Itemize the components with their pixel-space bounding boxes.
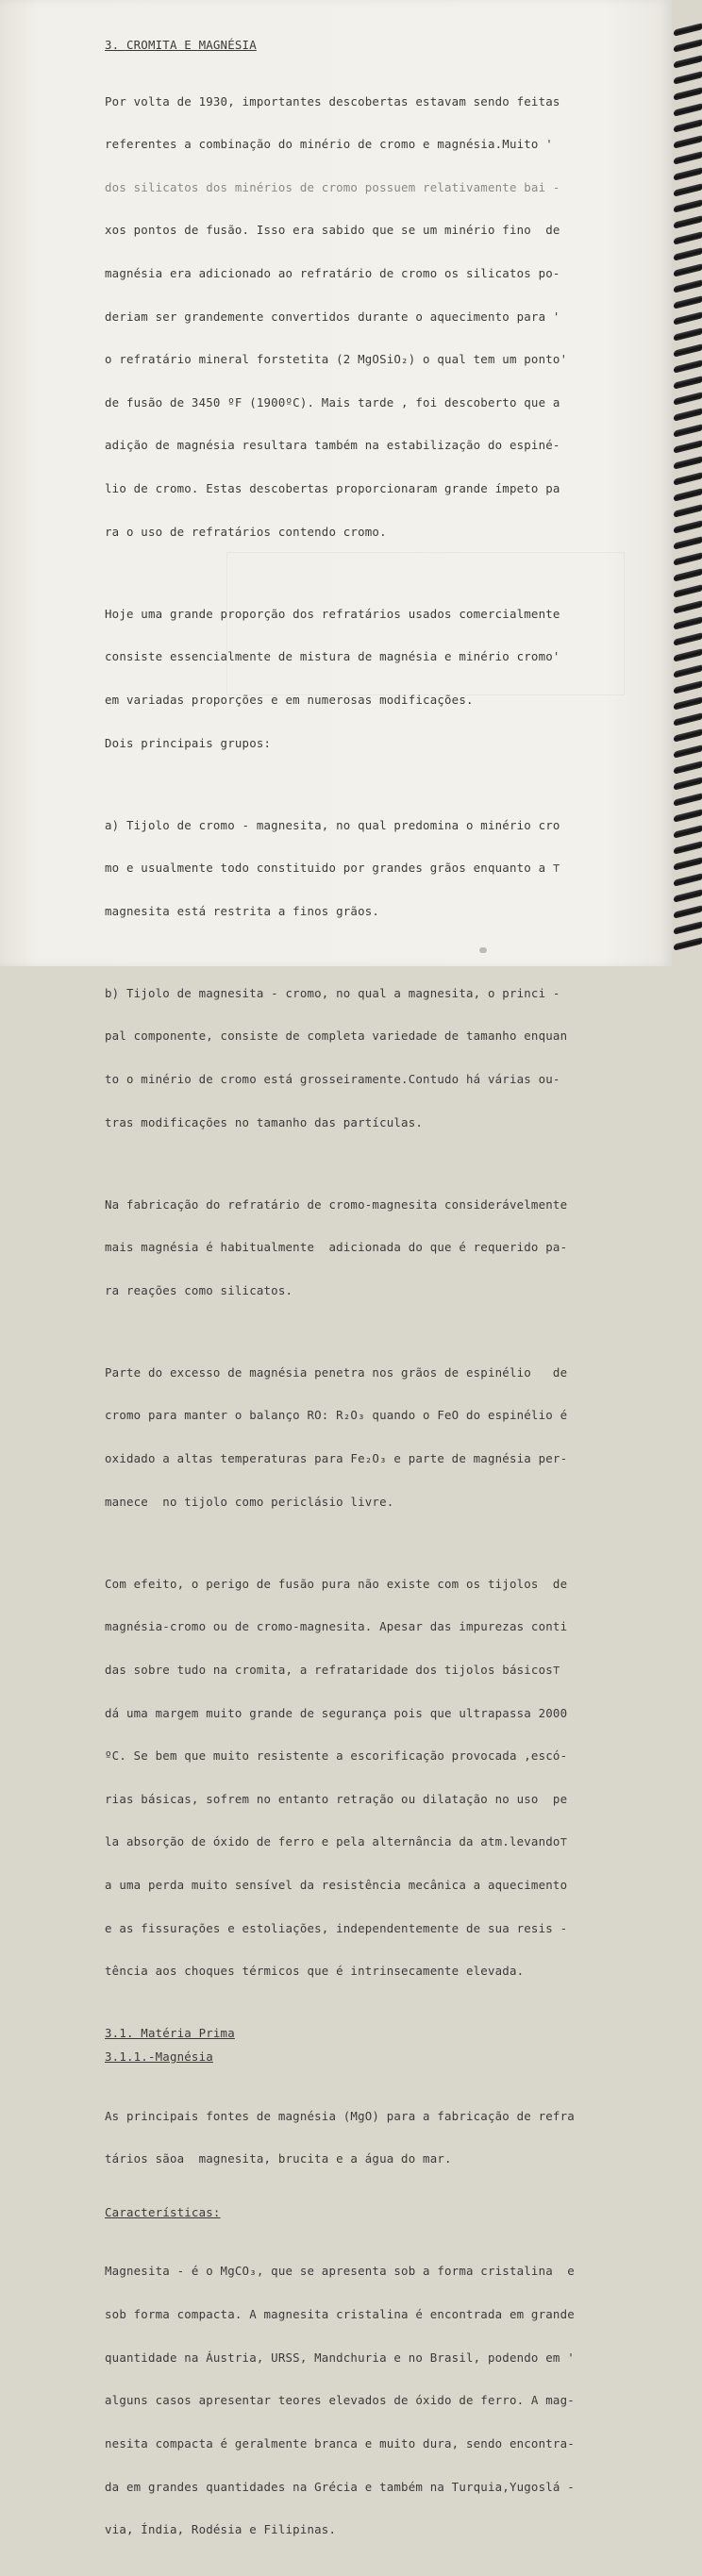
text-line: Dois principais grupos:	[105, 735, 272, 750]
spiral-coil	[674, 295, 702, 309]
spiral-coil	[674, 584, 702, 597]
spiral-coil	[674, 680, 702, 694]
spiral-coil	[674, 600, 702, 613]
text-line: de fusão de 3450 ºF (1900ºC). Mais tarde , foi descoberto que a	[105, 394, 560, 410]
spiral-coil	[674, 215, 702, 228]
spiral-coil	[674, 536, 702, 549]
paragraph-excess	[105, 1336, 639, 1537]
paragraph-item-a	[105, 789, 639, 946]
text-line: a) Tijolo de cromo - magnesita, no qual predomina o minério cro	[105, 817, 560, 832]
spiral-binding	[674, 26, 702, 966]
text-line: via, Índia, Rodésia e Filipinas.	[105, 2522, 337, 2537]
text-line: la absorção de óxido de ferro e pela alternância da atm.levando⊤	[105, 1834, 568, 1849]
text-line: tários sãoa magnesita, brucita e a água do mar.	[105, 2151, 452, 2166]
spiral-coil	[674, 921, 702, 934]
text-line: lio de cromo. Estas descobertas proporcionaram grande ímpeto pa	[105, 481, 560, 496]
spiral-coil	[674, 263, 702, 276]
spiral-coil	[674, 841, 702, 854]
spiral-coil	[674, 424, 702, 437]
spiral-coil	[674, 777, 702, 790]
text-line: magnésia era adicionado ao refratário de cromo os silicatos po-	[105, 266, 560, 281]
text-line: ºC. Se bem que muito resistente a escorificação provocada ,escó-	[105, 1748, 568, 1764]
spiral-coil	[674, 664, 702, 677]
text-line: manece no tijolo como periclásio livre.	[105, 1494, 394, 1509]
text-line: magnésia-cromo ou de cromo-magnesita. Apesar das impurezas conti	[105, 1619, 568, 1634]
spiral-coil	[674, 616, 702, 629]
text-line: Parte do excesso de magnésia penetra nos grãos de espinélio de	[105, 1364, 568, 1380]
spiral-coil	[674, 55, 702, 68]
paragraph-proportion	[105, 577, 639, 778]
spiral-coil	[674, 648, 702, 661]
text-line: da em grandes quantidades na Grécia e também na Turquia,Yugoslá -	[105, 2479, 575, 2494]
spiral-coil	[674, 376, 702, 389]
spiral-coil	[674, 87, 702, 100]
spiral-coil	[674, 761, 702, 774]
text-line: adição de magnésia resultara também na estabilização do espiné-	[105, 438, 560, 453]
text-line: Magnesita - é o MgCO₃, que se apresenta sob a forma cristalina e	[105, 2264, 575, 2279]
text-line: a uma perda muito sensível da resistência mecânica a aquecimento	[105, 1877, 568, 1892]
spiral-coil	[674, 392, 702, 405]
text-line: to o minério de cromo está grosseiramente.Contudo há várias ou-	[105, 1072, 560, 1087]
spiral-coil	[674, 825, 702, 838]
paragraph-fusion	[105, 1547, 639, 2007]
spiral-coil	[674, 167, 702, 180]
spiral-coil	[674, 327, 702, 341]
text-line: ra reações como silicatos.	[105, 1282, 293, 1297]
spiral-coil	[674, 552, 702, 565]
text-line: consiste essencialmente de mistura de magnésia e minério cromo'	[105, 649, 560, 664]
spiral-coil	[674, 279, 702, 293]
spiral-coil	[674, 247, 702, 260]
spiral-coil	[674, 873, 702, 886]
text-line: tras modificações no tamanho das partículas.	[105, 1114, 424, 1129]
spiral-coil	[674, 135, 702, 148]
chapter-heading: 3. CROMITA E MAGNÉSIA	[105, 38, 257, 52]
spiral-coil	[674, 39, 702, 52]
text-line: Com efeito, o perigo de fusão pura não existe com os tijolos de	[105, 1576, 568, 1591]
spiral-coil	[674, 520, 702, 533]
text-line: o refratário mineral forstetita (2 MgOSiO₂) o qual tem um ponto'	[105, 352, 568, 367]
text-line: mo e usualmente todo constituido por grandes grãos enquanto a ⊤	[105, 861, 560, 876]
spiral-coil	[674, 504, 702, 517]
text-line: ra o uso de refratários contendo cromo.	[105, 524, 387, 539]
text-line: deriam ser grandemente convertidos durante o aquecimento para '	[105, 309, 560, 324]
spiral-coil	[674, 408, 702, 421]
spiral-coil	[674, 440, 702, 453]
spiral-coil	[674, 343, 702, 357]
text-line: rias básicas, sofrem no entanto retração ou dilatação no uso pe	[105, 1791, 568, 1806]
text-line: pal componente, consiste de completa variedade de tamanho enquan	[105, 1029, 568, 1044]
paragraph-item-b	[105, 957, 639, 1158]
spiral-coil	[674, 103, 702, 116]
spiral-coil	[674, 889, 702, 902]
spiral-coil	[674, 809, 702, 822]
subsection-heading	[105, 2049, 639, 2064]
document-text	[105, 38, 639, 2576]
spiral-coil	[674, 23, 702, 36]
spiral-coil	[674, 199, 702, 212]
spiral-coil	[674, 857, 702, 870]
text-line: As principais fontes de magnésia (MgO) para a fabricação de refra	[105, 2108, 575, 2123]
spiral-coil	[674, 151, 702, 164]
text-line: Hoje uma grande proporção dos refratários usados comercialmente	[105, 606, 560, 621]
text-line: dá uma margem muito grande de segurança pois que ultrapassa 2000	[105, 1705, 568, 1720]
text-line: referentes a combinação do minério de cromo e magnésia.Muito '	[105, 137, 553, 152]
text-line: tência aos choques térmicos que é intrinsecamente elevada.	[105, 1964, 525, 1979]
section-title: 3.1. Matéria Prima	[105, 2025, 235, 2040]
spiral-coil	[674, 360, 702, 373]
spiral-coil	[674, 472, 702, 485]
paragraph-magnesite	[105, 2235, 639, 2566]
paper-speck	[479, 947, 487, 953]
text-line: sob forma compacta. A magnesita cristalina é encontrada em grande	[105, 2307, 575, 2322]
spiral-coil	[674, 231, 702, 244]
spiral-coil	[674, 728, 702, 742]
text-line: quantidade na Áustria, URSS, Mandchuria e no Brasil, podendo em '	[105, 2350, 575, 2365]
text-line: Por volta de 1930, importantes descobertas estavam sendo feitas	[105, 93, 560, 109]
spiral-coil	[674, 937, 702, 950]
paragraph-sources	[105, 2080, 639, 2195]
characteristics-label: Características:	[105, 2204, 221, 2219]
spiral-coil	[674, 632, 702, 645]
text-line: Na fabricação do refratário de cromo-magnesita considerávelmente	[105, 1196, 568, 1212]
text-line: e as fissurações e estoliações, independentemente de sua resis -	[105, 1920, 568, 1935]
text-line: mais magnésia é habitualmente adicionada do que é requerido pa-	[105, 1240, 568, 1255]
spiral-coil	[674, 905, 702, 918]
spiral-coil	[674, 456, 702, 469]
spiral-coil	[674, 793, 702, 806]
spiral-coil	[674, 488, 702, 501]
spiral-coil	[674, 311, 702, 325]
text-line: das sobre tudo na cromita, a refrataridade dos tijolos básicos⊤	[105, 1662, 560, 1677]
spiral-coil	[674, 71, 702, 84]
spiral-coil	[674, 183, 702, 196]
text-line: nesita compacta é geralmente branca e muito dura, sendo encontra-	[105, 2435, 575, 2451]
subsection-title: 3.1.1.-Magnésia	[105, 2049, 213, 2065]
paragraph-fabrication	[105, 1168, 639, 1326]
paragraph-intro	[105, 65, 639, 567]
text-line: em variadas proporções e em numerosas modificações.	[105, 692, 474, 707]
spiral-coil	[674, 696, 702, 710]
spiral-coil	[674, 568, 702, 581]
text-line: oxidado a altas temperaturas para Fe₂O₃ e parte de magnésia per-	[105, 1451, 568, 1466]
text-line: b) Tijolo de magnesita - cromo, no qual a magnesita, o princi -	[105, 985, 560, 1000]
text-line: dos silicatos dos minérios de cromo possuem relativamente bai -	[105, 179, 560, 194]
spiral-coil	[674, 119, 702, 132]
section-heading	[105, 2026, 639, 2040]
spiral-coil	[674, 712, 702, 726]
text-line: xos pontos de fusão. Isso era sabido que se um minério fino de	[105, 223, 560, 238]
spiral-coil	[674, 744, 702, 758]
text-line: magnesita está restrita a finos grãos.	[105, 903, 380, 918]
text-line: alguns casos apresentar teores elevados de óxido de ferro. A mag-	[105, 2393, 575, 2408]
text-line: cromo para manter o balanço RO: R₂O₃ quando o FeO do espinélio é	[105, 1408, 568, 1423]
